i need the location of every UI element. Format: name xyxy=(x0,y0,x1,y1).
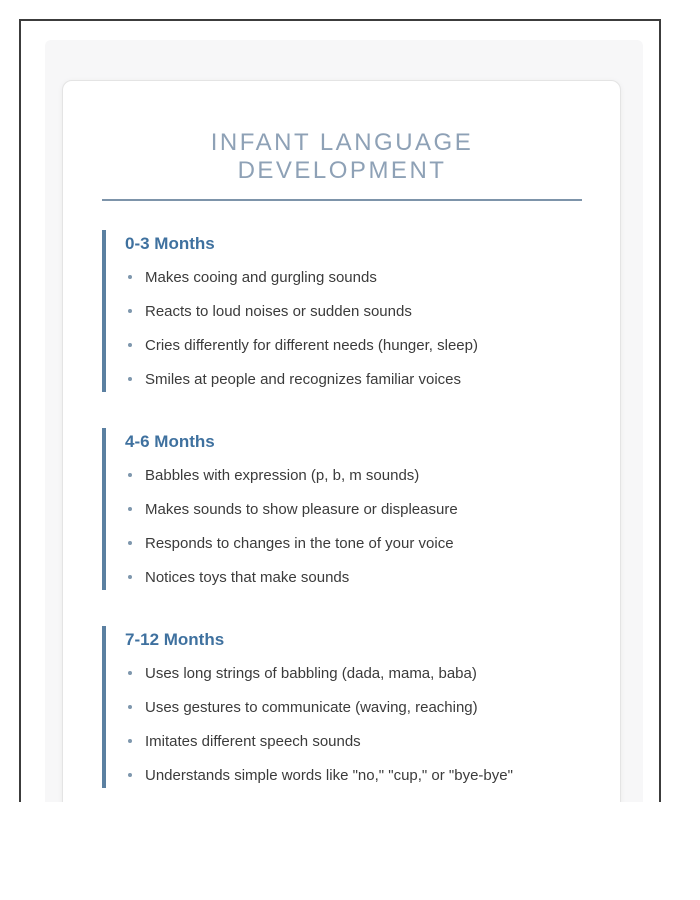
milestone-text: Imitates different speech sounds xyxy=(145,733,361,750)
bullet-dot xyxy=(128,671,132,675)
milestone-text: Smiles at people and recognizes familiar voices xyxy=(145,371,461,388)
milestone-item xyxy=(125,335,582,356)
page-background xyxy=(45,40,643,802)
milestone-item xyxy=(125,663,582,684)
milestone-text: Makes sounds to show pleasure or displeasure xyxy=(145,501,458,518)
bullet-dot xyxy=(128,473,132,477)
content-card xyxy=(62,80,621,802)
milestone-text: Understands simple words like "no," "cup," or "bye-bye" xyxy=(145,767,513,784)
section-heading: 7-12 Months xyxy=(125,630,225,649)
page-title: INFANT LANGUAGE DEVELOPMENT xyxy=(210,129,474,184)
milestone-item xyxy=(125,301,582,322)
milestone-text: Responds to changes in the tone of your voice xyxy=(145,535,454,552)
bullet-dot xyxy=(128,705,132,709)
bullet-dot xyxy=(128,541,132,545)
sections-container xyxy=(102,230,582,802)
bullet-dot xyxy=(128,773,132,777)
bullet-dot xyxy=(128,377,132,381)
section-4-6-months xyxy=(102,428,582,590)
milestone-list xyxy=(125,663,582,786)
section-heading: 4-6 Months xyxy=(125,432,215,451)
section-0-3-months xyxy=(102,230,582,392)
milestone-list xyxy=(125,465,582,588)
milestone-item xyxy=(125,765,582,786)
bullet-dot xyxy=(128,343,132,347)
milestone-text: Uses gestures to communicate (waving, reaching) xyxy=(145,699,478,716)
section-heading: 0-3 Months xyxy=(125,234,215,253)
milestone-item xyxy=(125,465,582,486)
milestone-text: Makes cooing and gurgling sounds xyxy=(145,269,377,286)
section-7-12-months xyxy=(102,626,582,788)
milestone-item xyxy=(125,369,582,390)
milestone-text: Notices toys that make sounds xyxy=(145,569,350,586)
milestone-item xyxy=(125,567,582,588)
milestone-text: Cries differently for different needs (hunger, sleep) xyxy=(145,337,478,354)
title-divider xyxy=(102,199,582,201)
bullet-dot xyxy=(128,275,132,279)
milestone-text: Reacts to loud noises or sudden sounds xyxy=(145,303,412,320)
milestone-item xyxy=(125,533,582,554)
page-frame xyxy=(19,19,661,802)
milestone-text: Babbles with expression (p, b, m sounds) xyxy=(145,467,420,484)
milestone-text: Uses long strings of babbling (dada, mama, baba) xyxy=(145,665,477,682)
milestone-item xyxy=(125,267,582,288)
bullet-dot xyxy=(128,575,132,579)
milestone-item xyxy=(125,697,582,718)
bullet-dot xyxy=(128,309,132,313)
bullet-dot xyxy=(128,507,132,511)
milestone-list xyxy=(125,267,582,390)
milestone-item xyxy=(125,499,582,520)
milestone-item xyxy=(125,731,582,752)
bullet-dot xyxy=(128,739,132,743)
